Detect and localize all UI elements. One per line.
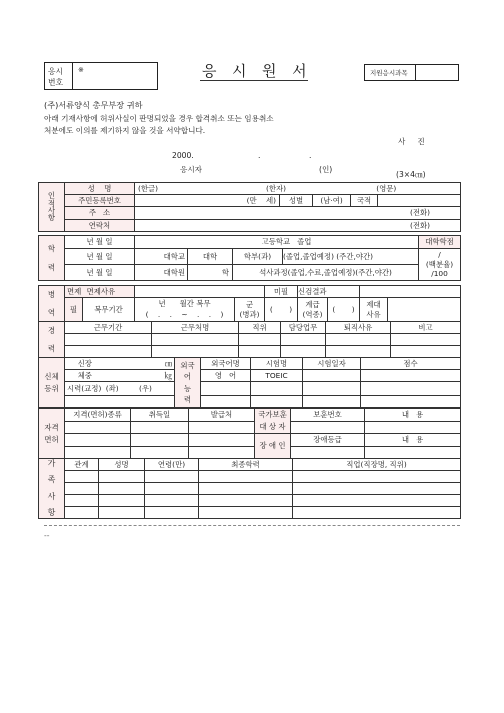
lang-header-date: 시험일자 <box>303 358 361 370</box>
exam-number-label: 응시 번호 <box>48 67 64 88</box>
not-served-label: 미필 <box>265 286 298 298</box>
age-label: (만 세) <box>246 195 277 205</box>
vision-right: (우) <box>138 383 152 393</box>
lang-row1-score[interactable] <box>361 370 461 382</box>
discharge-label: 제대 사유 <box>360 298 388 322</box>
photo-size: (3×4㎝) <box>396 170 426 179</box>
seal-label: (인) <box>319 165 333 174</box>
nationality-label: 국적 <box>351 195 378 207</box>
resident-id-field[interactable] <box>135 195 280 207</box>
family-header-name: 성명 <box>99 459 145 471</box>
disabled-grade-label: 장애등급 <box>291 434 365 447</box>
service-period-label: 복무기간 <box>83 298 135 322</box>
gpa-percent-label: (백분율) <box>425 259 454 269</box>
cut-line-tail: -- <box>44 531 50 540</box>
applicant-label: 응시자 <box>180 165 203 174</box>
service-period-value: 년 월간 복무 <box>158 299 211 309</box>
lang-header-score: 점수 <box>361 358 461 370</box>
discharge-field[interactable] <box>388 298 461 322</box>
univ-college[interactable]: 대학 <box>188 249 233 265</box>
career-header-note: 비고 <box>391 322 461 334</box>
gpa-percent-scale: /100 <box>431 269 448 279</box>
table-row <box>39 334 461 346</box>
table-row <box>39 507 461 519</box>
branch-field[interactable]: ( ) <box>265 298 298 322</box>
career-table <box>38 321 461 358</box>
grad-status[interactable]: 석사과정(졸업,수료,졸업예정)(주간,야간) <box>233 265 419 281</box>
date-year: 2000. <box>172 151 194 160</box>
vision-left: (좌) <box>105 383 119 393</box>
weight-label: 체중 <box>65 370 105 382</box>
branch-label: 군 (병과) <box>235 298 265 322</box>
high-school-row[interactable]: 고등학교 졸업 <box>135 236 419 249</box>
height-unit: ㎝ <box>164 358 172 368</box>
photo-area <box>360 100 460 178</box>
gpa-label: 대학학점 <box>419 236 461 249</box>
gpa-field[interactable] <box>419 249 461 281</box>
lang-row1-date[interactable] <box>303 370 361 382</box>
univ-status[interactable]: (졸업,졸업예정) (주간,야간) <box>283 249 419 265</box>
education-section-label: 학 력 <box>39 236 65 281</box>
gpa-slash: / <box>438 249 441 259</box>
exempt-reason-field[interactable] <box>135 286 265 298</box>
contact-field[interactable] <box>135 220 461 232</box>
family-header-relation: 관계 <box>65 459 99 471</box>
vision-row[interactable] <box>65 382 175 396</box>
grad-school[interactable]: 대학원 <box>135 265 188 281</box>
name-label: 성 명 <box>65 183 135 195</box>
career-header-period: 근무기간 <box>65 322 152 334</box>
disabled-content-label: 내 용 <box>365 434 461 447</box>
grad-dept[interactable]: 학 <box>188 265 233 281</box>
family-header-job: 직업(직장명, 직위) <box>293 459 461 471</box>
service-period-range: ( . . ~ . . ) <box>145 309 224 319</box>
career-header-company: 근무처명 <box>152 322 239 334</box>
cut-line <box>44 525 460 526</box>
license-header-type: 지격(면허)종류 <box>65 409 131 422</box>
license-header-date: 취득일 <box>131 409 189 422</box>
pledge-line-2: 처분에도 이의를 제기하지 않을 것을 서약합니다. <box>44 126 206 135</box>
lang-header-language: 외국어명 <box>201 358 251 370</box>
contact-phone-label: (전화) <box>410 220 431 230</box>
license-header-issuer: 발급처 <box>189 409 255 422</box>
family-header-age: 연령(만) <box>145 459 199 471</box>
rank-field[interactable]: ( ) <box>328 298 360 322</box>
univ-school[interactable]: 대학교 <box>135 249 188 265</box>
name-korean[interactable]: (한글) <box>135 183 240 195</box>
served-label: 필 <box>65 298 83 322</box>
family-table <box>38 458 461 519</box>
table-row <box>39 495 461 507</box>
language-section-label: 외국 어 능 력 <box>175 358 201 408</box>
weight-unit: ㎏ <box>164 370 172 380</box>
weight-field[interactable] <box>105 370 175 382</box>
military-table <box>38 285 461 322</box>
edu-date-2[interactable]: 년 월 일 <box>65 249 135 265</box>
veteran-label: 국가보훈 대 상 자 <box>255 409 291 434</box>
body-section-label: 신체 등위 <box>39 358 65 408</box>
name-english[interactable]: (영문) <box>313 183 461 195</box>
applied-field-box <box>364 64 459 81</box>
education-table <box>38 235 461 281</box>
exam-number-box <box>44 62 158 90</box>
exempt-label: 면제 <box>67 286 82 296</box>
table-row <box>39 483 461 495</box>
license-section-label: 자격 면허 <box>39 409 65 459</box>
lang-row1-test[interactable]: TOEIC <box>251 370 303 382</box>
vision-label: 시력(교정) <box>67 383 102 393</box>
sex-value[interactable]: (남·여) <box>313 195 351 207</box>
date-dot-1: . <box>258 151 261 160</box>
contact-label: 연락처 <box>65 220 135 232</box>
address-label: 주 소 <box>65 207 135 220</box>
page-title: 응 시 원 서 <box>202 62 309 80</box>
table-row <box>39 471 461 483</box>
career-header-leave-reason: 퇴직사유 <box>326 322 391 334</box>
height-label: 신장 <box>65 358 105 370</box>
veteran-number-label: 보훈번호 <box>291 409 365 422</box>
edu-date-1[interactable]: 년 월 일 <box>65 236 135 249</box>
univ-major[interactable]: 학부(과) <box>233 249 283 265</box>
height-field[interactable] <box>105 358 175 370</box>
resident-id-label: 주민등록번호 <box>65 195 135 207</box>
veteran-content-label: 내 용 <box>365 409 461 422</box>
family-header-education: 최종학력 <box>199 459 293 471</box>
nationality-field[interactable] <box>378 195 461 207</box>
personal-section-label: 인 적 사 항 <box>39 183 65 232</box>
license-table <box>38 408 461 459</box>
body-language-table <box>38 357 461 408</box>
pledge-line-1: 아래 기재사항에 허위사실이 판명되었을 경우 합격취소 또는 임용취소 <box>44 114 274 123</box>
physical-exam-label: 신검결과 <box>298 286 360 298</box>
disabled-label: 장 애 인 <box>255 434 291 459</box>
lang-header-test: 시험명 <box>251 358 303 370</box>
exempt-reason-label: 면제사유 <box>86 286 116 296</box>
military-section-label: 병 역 <box>39 286 65 322</box>
rank-label: 계급 (역종) <box>298 298 328 322</box>
career-header-duty: 담당업무 <box>281 322 326 334</box>
personal-info-table <box>38 182 461 232</box>
applied-field-label: 지원응시과목 <box>370 69 408 77</box>
photo-label: 사 진 <box>398 137 425 146</box>
name-hanja[interactable]: (한자) <box>240 183 313 195</box>
family-section-label: 가 족 사 항 <box>39 459 65 519</box>
title-underline <box>200 80 308 81</box>
address-phone-label: (전화) <box>410 208 431 218</box>
military-exempt <box>65 286 135 298</box>
date-dot-2: . <box>309 151 312 160</box>
sex-label: 성별 <box>280 195 313 207</box>
exam-number-mark: ※ <box>78 66 84 74</box>
recipient-line: (주)서류양식 총무부장 귀하 <box>44 100 143 110</box>
address-field[interactable] <box>135 207 461 220</box>
physical-exam-field[interactable] <box>360 286 461 298</box>
service-period-field[interactable] <box>135 298 235 322</box>
career-header-position: 직위 <box>239 322 281 334</box>
table-row <box>39 346 461 358</box>
career-section-label: 경 력 <box>39 322 65 358</box>
edu-date-3[interactable]: 년 월 일 <box>65 265 135 281</box>
lang-row1-language[interactable]: 영 어 <box>201 370 251 382</box>
